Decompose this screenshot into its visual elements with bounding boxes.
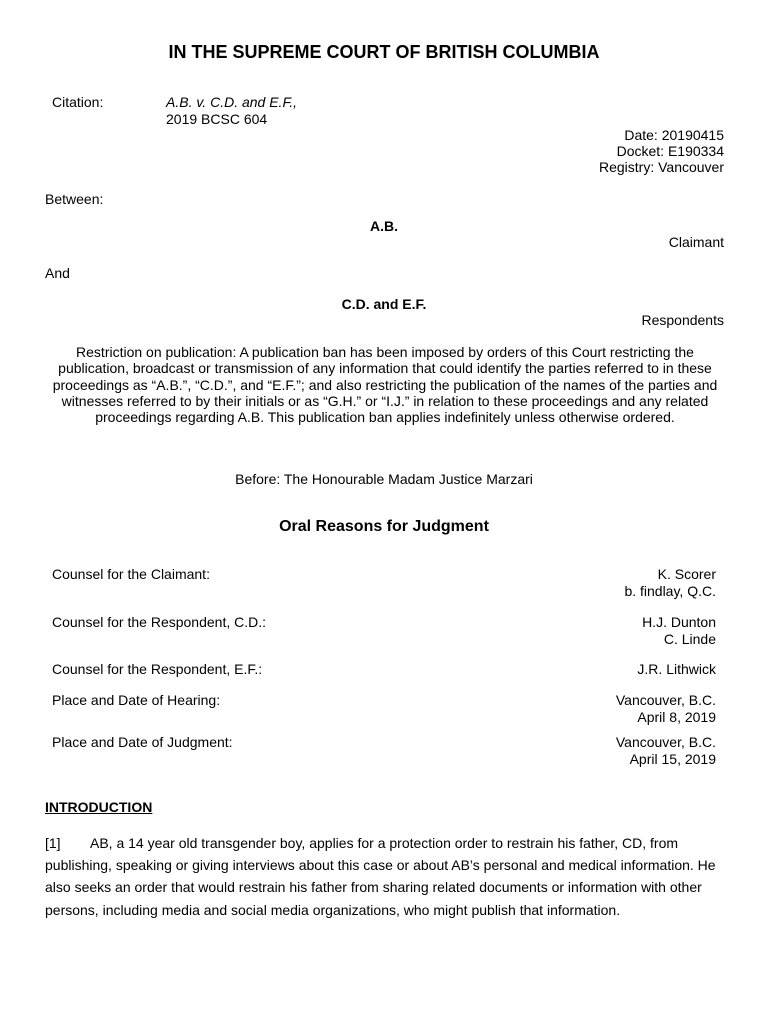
- court-title: IN THE SUPREME COURT OF BRITISH COLUMBIA: [168, 42, 600, 62]
- counsel-respondent-cd-label: Counsel for the Respondent, C.D.:: [52, 614, 267, 630]
- judgment-date: Date: 20190415: [624, 127, 724, 143]
- introduction-heading: INTRODUCTION: [45, 799, 153, 815]
- hearing-place: Vancouver, B.C.: [615, 692, 716, 708]
- publication-restriction: Restriction on publication: A publication ban has been imposed by orders of this Court restricting the publication, broadcast or transmission of any information that could identify the parties referred to in these proceedings as “A.B.”, “C.D.”, and “E.F.”; and also restricting the publication of the names of the parties and witnesses referred to by their initials or as “G.H.” or “I.J.” in relation to these proceedings and any related proceedings regarding A.B. This publication ban applies indefinitely unless otherwise ordered.: [52, 344, 718, 426]
- judgment-date-value: April 15, 2019: [629, 750, 716, 767]
- hearing-place-date: [616, 692, 716, 725]
- registry: Registry: Vancouver: [598, 159, 724, 175]
- claimant-name: A.B.: [370, 218, 398, 234]
- before-judge: Before: The Honourable Madam Justice Marzari: [235, 471, 533, 487]
- citation-neutral: 2019 BCSC 604: [166, 111, 268, 127]
- counsel-respondent-cd-names: [642, 614, 716, 647]
- counsel-name: b. findlay, Q.C.: [624, 582, 716, 599]
- and-label: And: [45, 265, 70, 281]
- paragraph-1: [45, 832, 725, 921]
- judgment-place: Vancouver, B.C.: [615, 734, 716, 750]
- counsel-name: K. Scorer: [657, 566, 716, 582]
- paragraph-number: [1]: [45, 835, 61, 851]
- between-label: Between:: [45, 191, 104, 207]
- citation-label: Citation:: [52, 94, 104, 110]
- counsel-respondent-ef-names: [637, 661, 716, 678]
- counsel-claimant-names: [624, 566, 716, 599]
- counsel-respondent-ef-label: Counsel for the Respondent, E.F.:: [52, 661, 263, 677]
- docket-number: Docket: E190334: [616, 143, 724, 159]
- respondent-role: Respondents: [641, 312, 724, 328]
- counsel-name: H.J. Dunton: [642, 614, 716, 630]
- judgment-place-date-label: Place and Date of Judgment:: [52, 734, 233, 750]
- counsel-claimant-label: Counsel for the Claimant:: [52, 566, 210, 582]
- oral-reasons-heading: Oral Reasons for Judgment: [279, 518, 489, 535]
- claimant-role: Claimant: [668, 234, 724, 250]
- respondent-name: C.D. and E.F.: [341, 296, 427, 312]
- judgment-place-date: [616, 734, 716, 767]
- counsel-name: J.R. Lithwick: [637, 661, 716, 677]
- paragraph-text: AB, a 14 year old transgender boy, applies for a protection order to restrain his father, CD, from publishing, speaking or giving interviews about this case or about AB’s personal and medical information. He also seeks an order that would restrain his father from sharing related documents or information with other persons, including media and social media organizations, who might publish that information.: [45, 835, 716, 918]
- hearing-place-date-label: Place and Date of Hearing:: [52, 692, 221, 708]
- citation-style-of-cause: A.B. v. C.D. and E.F.,: [166, 94, 297, 110]
- hearing-date: April 8, 2019: [637, 708, 716, 725]
- counsel-name: C. Linde: [663, 630, 716, 647]
